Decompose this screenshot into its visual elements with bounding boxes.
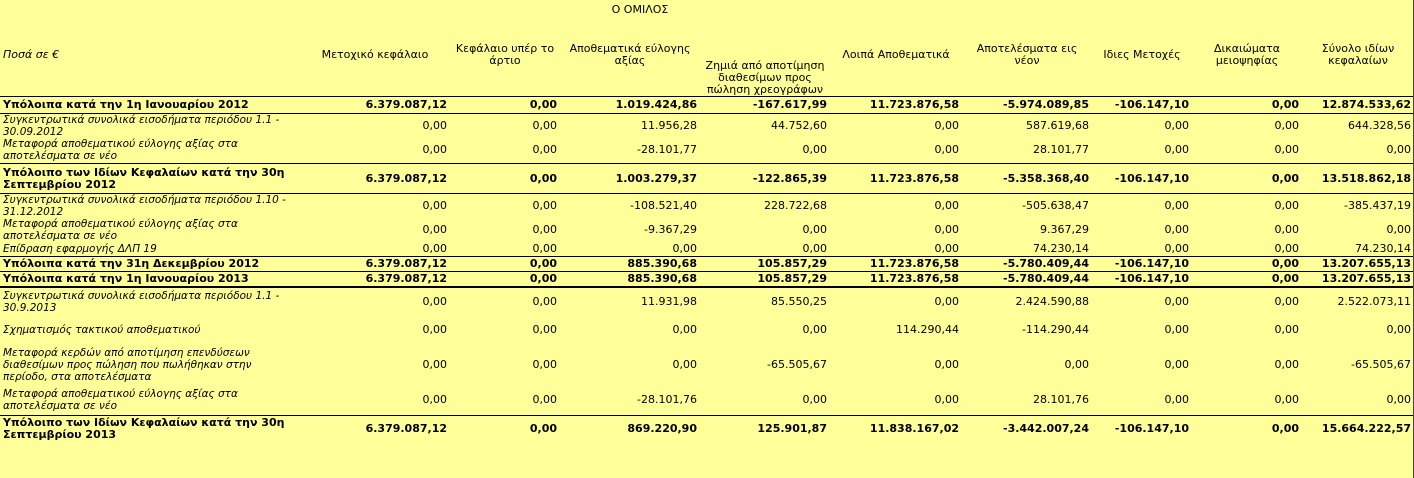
cell-value: 0,00: [934, 358, 959, 371]
cell-value: 0,00: [1274, 223, 1299, 236]
table-row: [0, 218, 1414, 242]
cell-value: -106.147,10: [1092, 256, 1192, 271]
cell-value: -9.367,29: [644, 223, 697, 236]
cell-value: 0,00: [802, 392, 827, 406]
cell-value: 0,00: [532, 143, 557, 157]
cell-value: -28.101,77: [637, 143, 697, 157]
cell-value: 11.838.167,02: [830, 415, 962, 443]
cell-value: 1.003.279,37: [560, 164, 700, 194]
cell-value: 6.379.087,12: [300, 415, 450, 443]
cell-value: 0,00: [1164, 323, 1189, 336]
table-row: [0, 164, 1414, 194]
cell-value: 11.931,98: [641, 294, 697, 308]
cell-value: -505.638,47: [1022, 199, 1089, 212]
cell-value: 0,00: [1274, 242, 1299, 255]
cell-value: -122.865,39: [700, 164, 830, 194]
cell-value: 587.619,68: [1026, 118, 1089, 132]
row-label: Μεταφορά αποθεματικού εύλογης αξίας στα αποτελέσματα σε νέο: [3, 387, 238, 412]
cell-value: 0,00: [934, 199, 959, 212]
cell-value: 6.379.087,12: [300, 96, 450, 113]
cell-value: 0,00: [532, 242, 557, 255]
cell-value: 13.518.862,18: [1302, 164, 1414, 194]
table-row: [0, 256, 1414, 271]
cell-value: 2.424.590,88: [1015, 294, 1089, 308]
cell-value: 114.290,44: [896, 323, 959, 336]
table-row: [0, 194, 1414, 219]
cell-value: 0,00: [532, 118, 557, 132]
row-label: Μεταφορά αποθεματικού εύλογης αξίας στα αποτελέσματα σε νέο: [3, 218, 238, 242]
cell-value: 0,00: [450, 96, 560, 113]
column-header: Σύνολο ιδίων κεφαλαίων: [1321, 41, 1395, 67]
cell-value: 74.230,14: [1033, 242, 1089, 255]
cell-value: 6.379.087,12: [300, 271, 450, 287]
cell-value: 0,00: [672, 242, 697, 255]
cell-value: 0,00: [532, 199, 557, 212]
table-row: [0, 271, 1414, 287]
cell-value: 74.230,14: [1355, 242, 1411, 255]
row-label: Υπόλοιπο των Ιδίων Κεφαλαίων κατά την 30η Σεπτεμβρίου 2012: [0, 164, 300, 194]
cell-value: 0,00: [1064, 358, 1089, 371]
cell-value: -65.505,67: [767, 358, 827, 371]
cell-value: 0,00: [1192, 415, 1302, 443]
column-header: Ζημιά από αποτίμηση διαθεσίμων προς πώληση χρεογράφων: [705, 58, 825, 96]
cell-value: 0,00: [532, 323, 557, 336]
group-title: Ο ΟΜΙΛΟΣ: [611, 3, 669, 16]
row-label: Υπόλοιπο των Ιδίων Κεφαλαίων κατά την 30η Σεπτεμβρίου 2013: [0, 415, 300, 443]
cell-value: 0,00: [934, 143, 959, 157]
cell-value: 0,00: [1164, 392, 1189, 406]
cell-value: 0,00: [802, 223, 827, 236]
cell-value: -5.780.409,44: [962, 271, 1092, 287]
cell-value: 105.857,29: [700, 256, 830, 271]
table-row: [0, 113, 1414, 138]
cell-value: 0,00: [672, 358, 697, 371]
cell-value: 0,00: [1164, 358, 1189, 371]
table-row: [0, 242, 1414, 256]
cell-value: 0,00: [422, 242, 447, 255]
cell-value: 0,00: [1274, 358, 1299, 371]
cell-value: -106.147,10: [1092, 164, 1192, 194]
cell-value: 0,00: [802, 323, 827, 336]
cell-value: 0,00: [1274, 199, 1299, 212]
cell-value: 0,00: [1164, 143, 1189, 157]
cell-value: 0,00: [422, 294, 447, 308]
row-label: Υπόλοιπα κατά την 1η Ιανουαρίου 2013: [0, 271, 300, 287]
cell-value: 0,00: [422, 143, 447, 157]
cell-value: 0,00: [422, 323, 447, 336]
equity-table: [0, 14, 1414, 443]
cell-value: 0,00: [532, 294, 557, 308]
cell-value: 0,00: [934, 223, 959, 236]
cell-value: 0,00: [1274, 143, 1299, 157]
table-row: [0, 385, 1414, 415]
row-label: Υπόλοιπα κατά την 31η Δεκεμβρίου 2012: [0, 256, 300, 271]
cell-value: 0,00: [1192, 96, 1302, 113]
cell-value: 0,00: [1164, 223, 1189, 236]
cell-value: 644.328,56: [1348, 118, 1411, 132]
cell-value: 0,00: [1192, 164, 1302, 194]
cell-value: -106.147,10: [1092, 96, 1192, 113]
table-row: [0, 345, 1414, 385]
table-row: [0, 138, 1414, 164]
cell-value: -5.780.409,44: [962, 256, 1092, 271]
cell-value: 0,00: [934, 392, 959, 406]
cell-value: -167.617,99: [700, 96, 830, 113]
cell-value: 0,00: [1164, 199, 1189, 212]
cell-value: 885.390,68: [560, 256, 700, 271]
cell-value: -108.521,40: [630, 199, 697, 212]
cell-value: 15.664.222,57: [1302, 415, 1414, 443]
cell-value: 0,00: [1386, 323, 1411, 336]
cell-value: 0,00: [1164, 294, 1189, 308]
cell-value: 1.019.424,86: [560, 96, 700, 113]
cell-value: 0,00: [450, 271, 560, 287]
cell-value: 0,00: [1274, 392, 1299, 406]
column-header: Λοιπά Αποθεματικά: [842, 47, 950, 61]
cell-value: 44.752,60: [771, 118, 827, 132]
cell-value: -28.101,76: [637, 392, 697, 406]
cell-value: 0,00: [450, 415, 560, 443]
cell-value: -3.442.007,24: [962, 415, 1092, 443]
cell-value: -106.147,10: [1092, 415, 1192, 443]
cell-value: 885.390,68: [560, 271, 700, 287]
table-row: [0, 287, 1414, 315]
row-label: Συγκεντρωτικά συνολικά εισοδήματα περιόδου 1.1 - 30.09.2012: [3, 113, 280, 138]
cell-value: 11.723.876,58: [830, 256, 962, 271]
cell-value: 0,00: [934, 242, 959, 255]
cell-value: -385.437,19: [1344, 199, 1411, 212]
cell-value: 0,00: [532, 392, 557, 406]
cell-value: -106.147,10: [1092, 271, 1192, 287]
row-label: Συγκεντρωτικά συνολικά εισοδήματα περιόδου 1.1 - 30.9.2013: [3, 289, 280, 314]
row-label: Υπόλοιπα κατά την 1η Ιανουαρίου 2012: [0, 96, 300, 113]
table-row: [0, 315, 1414, 345]
cell-value: 0,00: [422, 358, 447, 371]
cell-value: 11.723.876,58: [830, 96, 962, 113]
cell-value: 0,00: [450, 164, 560, 194]
cell-value: 13.207.655,13: [1302, 271, 1414, 287]
column-header: Δικαιώματα μειοψηφίας: [1213, 41, 1281, 67]
cell-value: 869.220,90: [560, 415, 700, 443]
column-header: Κεφάλαιο υπέρ το άρτιο: [455, 41, 555, 67]
row-label: Επίδραση εφαρμογής ΔΛΠ 19: [3, 242, 157, 255]
table-row: [0, 96, 1414, 113]
cell-value: 0,00: [422, 199, 447, 212]
cell-value: 0,00: [450, 256, 560, 271]
cell-value: 0,00: [1192, 271, 1302, 287]
cell-value: -5.974.089,85: [962, 96, 1092, 113]
cell-value: 0,00: [422, 392, 447, 406]
cell-value: 0,00: [422, 118, 447, 132]
cell-value: 6.379.087,12: [300, 164, 450, 194]
cell-value: 0,00: [1386, 392, 1411, 406]
cell-value: 13.207.655,13: [1302, 256, 1414, 271]
column-header: Μετοχικό κεφάλαιο: [321, 47, 429, 61]
column-header: Ιδιες Μετοχές: [1103, 47, 1181, 61]
cell-value: 85.550,25: [771, 294, 827, 308]
cell-value: 2.522.073,11: [1337, 294, 1411, 308]
cell-value: 105.857,29: [700, 271, 830, 287]
row-label: Μεταφορά κερδών από αποτίμηση επενδύσεων διαθεσίμων προς πώληση που πωλήθηκαν στην περίοδο, στα αποτελέσματα: [3, 347, 252, 383]
cell-value: 9.367,29: [1040, 223, 1089, 236]
row-label: Συγκεντρωτικά συνολικά εισοδήματα περιόδου 1.10 - 31.12.2012: [3, 194, 286, 218]
cell-value: 0,00: [1192, 256, 1302, 271]
cell-value: 11.723.876,58: [830, 164, 962, 194]
cell-value: 6.379.087,12: [300, 256, 450, 271]
cell-value: 0,00: [1164, 242, 1189, 255]
cell-value: 0,00: [802, 242, 827, 255]
cell-value: 0,00: [1386, 223, 1411, 236]
cell-value: 0,00: [532, 358, 557, 371]
cell-value: 12.874.533,62: [1302, 96, 1414, 113]
cell-value: 0,00: [1386, 143, 1411, 157]
cell-value: 0,00: [934, 294, 959, 308]
cell-value: 125.901,87: [700, 415, 830, 443]
cell-value: 11.956,28: [641, 118, 697, 132]
cell-value: 0,00: [934, 118, 959, 132]
row-label: Μεταφορά αποθεματικού εύλογης αξίας στα αποτελέσματα σε νέο: [3, 138, 238, 163]
header-row: [0, 14, 1414, 96]
cell-value: 0,00: [1274, 294, 1299, 308]
cell-value: 0,00: [422, 223, 447, 236]
cell-value: 0,00: [1274, 323, 1299, 336]
cell-value: 0,00: [532, 223, 557, 236]
table-row: [0, 415, 1414, 443]
cell-value: 0,00: [1274, 118, 1299, 132]
cell-value: 28.101,77: [1033, 143, 1089, 157]
cell-value: -114.290,44: [1022, 323, 1089, 336]
cell-value: -65.505,67: [1351, 358, 1411, 371]
row-label: Σχηματισμός τακτικού αποθεματικού: [3, 324, 201, 336]
cell-value: 228.722,68: [764, 199, 827, 212]
column-header: Αποτελέσματα εις νέον: [976, 41, 1078, 67]
column-header: Αποθεματικά εύλογης αξίας: [569, 41, 691, 67]
cell-value: 11.723.876,58: [830, 271, 962, 287]
cell-value: 0,00: [672, 323, 697, 336]
column-header: Ποσά σε €: [3, 47, 60, 61]
cell-value: 0,00: [802, 143, 827, 157]
cell-value: 28.101,76: [1033, 392, 1089, 406]
cell-value: -5.358.368,40: [962, 164, 1092, 194]
cell-value: 0,00: [1164, 118, 1189, 132]
